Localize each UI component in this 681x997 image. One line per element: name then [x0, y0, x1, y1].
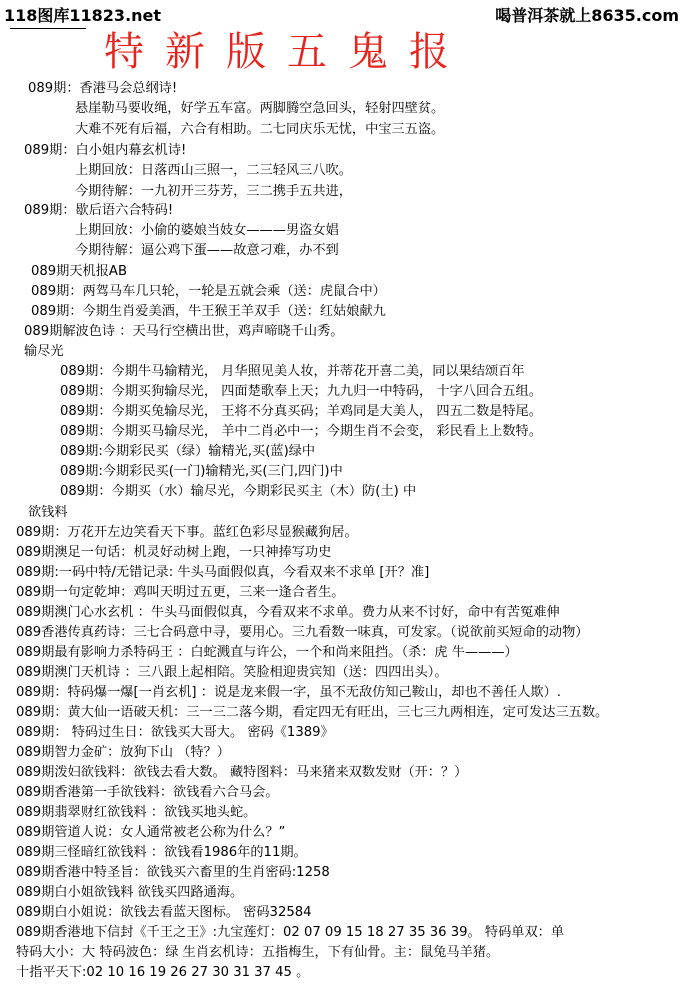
text-line-10: 089期天机报AB: [31, 264, 127, 279]
text-line-19: 089期:今期彩民买（绿）输精光,买(蓝)绿中: [60, 444, 316, 459]
text-line-35: 089期泼妇欲钱料：欲钱去看大数。 藏特图料：马来猪来双数发财（开：？）: [16, 765, 468, 780]
text-line-16: 089期：今期买狗输尽光， 四面楚歌奉上天；九九归一中特码， 十字八回合五组。: [60, 384, 542, 399]
text-line-9: 今期待解：逼公鸡下蛋——故意刁难，办不到: [75, 243, 339, 258]
site-name-right[interactable]: 喝普洱茶就上8635.com: [495, 6, 679, 25]
text-line-27: 089期澳门心水玄机 ：牛头马面假似真，今看双来不求单。费力从来不讨好，命中有苦冤难伸: [16, 605, 560, 620]
text-line-45: 十指平天下:02 10 16 19 26 27 30 31 37 45 。: [16, 965, 310, 980]
text-line-3: 大难不死有后福，六合有相助。二七同庆乐无忧，中宝三五盗。: [75, 122, 445, 137]
text-line-42: 089期白小姐说：欲钱去看蓝天图标。 密码32584: [16, 905, 312, 920]
site-name-left[interactable]: 118图库11823.net: [4, 6, 162, 25]
text-line-40: 089期香港中特圣旨：欲钱买六畜里的生肖密码:1258: [16, 865, 330, 880]
text-line-13: 089期解波色诗 ：天马行空横出世，鸡声啼晓千山秀。: [24, 324, 344, 339]
text-line-32: 089期：黄大仙一语破天机：三一三二落今期，看定四无有旺出，三七三九两相连，定可发达三五数。: [16, 705, 609, 720]
text-line-29: 089期最有影响力杀特码王 ：白蛇溅直与许公，一个和尚来阻挡。（杀：虎 牛———）: [16, 645, 518, 660]
text-line-18: 089期：今期买马输尽光， 羊中二肖必中一；今期生肖不会变， 彩民看上上数特。: [60, 424, 542, 439]
text-line-5: 上期回放：日落西山三照一，二三轻风三八吹。: [75, 163, 352, 178]
text-line-20: 089期:今期彩民买(一门)输精光,买(三门,四门)中: [60, 464, 343, 479]
text-line-12: 089期：今期生肖爱美酒，牛王猴王羊双手（送：红姑娘献九: [31, 304, 386, 319]
text-line-21: 089期：今期买（水）输尽光，今期彩民买主（木）防(土) 中: [60, 484, 417, 499]
text-line-1: 089期：香港马会总纲诗!: [28, 81, 178, 96]
text-line-44: 特码大小：大 特码波色：绿 生肖玄机诗：五指梅生，下有仙骨。主：鼠兔马羊猪。: [16, 945, 500, 960]
text-line-33: 089期： 特码过生日：欲钱买大哥大。 密码《1389》: [16, 725, 334, 740]
text-line-36: 089期香港第一手欲钱料：欲钱看六合马会。: [16, 785, 279, 800]
text-line-2: 悬崖勒马要收绳，好学五车富。两脚腾空急回头，轻射四壁贫。: [75, 101, 445, 116]
text-line-11: 089期：两驾马车几只轮，一轮是五就会乘（送：虎鼠合中）: [31, 284, 386, 299]
text-line-15: 089期：今期牛马输精光， 月华照见美人妆，并蒂花开喜二美，同以果结颂百年: [60, 364, 525, 379]
text-line-37: 089期翡翠财红欲钱料 ：欲钱买地头蛇。: [16, 805, 257, 820]
text-line-23: 089期：万花开左边笑看天下事。蓝红色彩尽显猴藏狗居。: [16, 525, 358, 540]
text-line-6: 今期待解：一九初开三芬芳，三二携手五共进，: [75, 184, 352, 199]
header-divider: [10, 28, 86, 29]
text-line-14: 输尽光: [24, 344, 64, 359]
text-line-8: 上期回放：小偷的婆娘当妓女———男盗女娼: [75, 223, 339, 238]
text-line-43: 089期香港地下信封《千王之王》:九宝莲灯：02 07 09 15 18 27 35 36 39。 特码单双：单: [16, 925, 565, 940]
text-line-22: 欲钱料: [28, 505, 68, 520]
text-line-38: 089期管道人说：女人通常被老公称为什么？”: [16, 825, 286, 840]
text-line-39: 089期三怪暗红欲钱料 ：欲钱看1986年的11期。: [16, 845, 307, 860]
text-line-31: 089期：特码爆一爆[一肖玄机] ：说是龙来假一字，虽不无敌仿知己鞍山，却也不善任人欺）.: [16, 685, 561, 700]
text-line-28: 089香港传真药诗：三七合码意中寻，要用心。三九看数一味真，可发家。（说欲前买短命的动物）: [16, 625, 589, 640]
text-line-34: 089期智力金矿：放狗下山 （特？）: [16, 745, 230, 760]
text-line-41: 089期白小姐欲钱料 欲钱买四路通海。: [16, 885, 244, 900]
text-line-26: 089期一句定乾坤：鸡叫天明过五更，三来一逢合者生。: [16, 585, 345, 600]
text-line-7: 089期：歇后语六合特码!: [24, 203, 174, 218]
text-line-30: 089期澳门天机诗 ：三八跟上起相陪。笑脸相迎贵宾知（送：四四出头）。: [16, 665, 448, 680]
text-line-25: 089期:一码中特/无错记录: 牛头马面假似真，今看双来不求单 [开？准]: [16, 565, 430, 580]
text-line-24: 089期澳足一句话：机灵好动树上跑，一只神捧写功史: [16, 545, 332, 560]
text-line-4: 089期：白小姐内幕玄机诗!: [24, 143, 187, 158]
text-line-17: 089期：今期买兔输尽光， 王将不分真买码；羊鸡同是大美人， 四五二数是特尾。: [60, 404, 542, 419]
page-title: 特新版五鬼报: [104, 29, 470, 75]
